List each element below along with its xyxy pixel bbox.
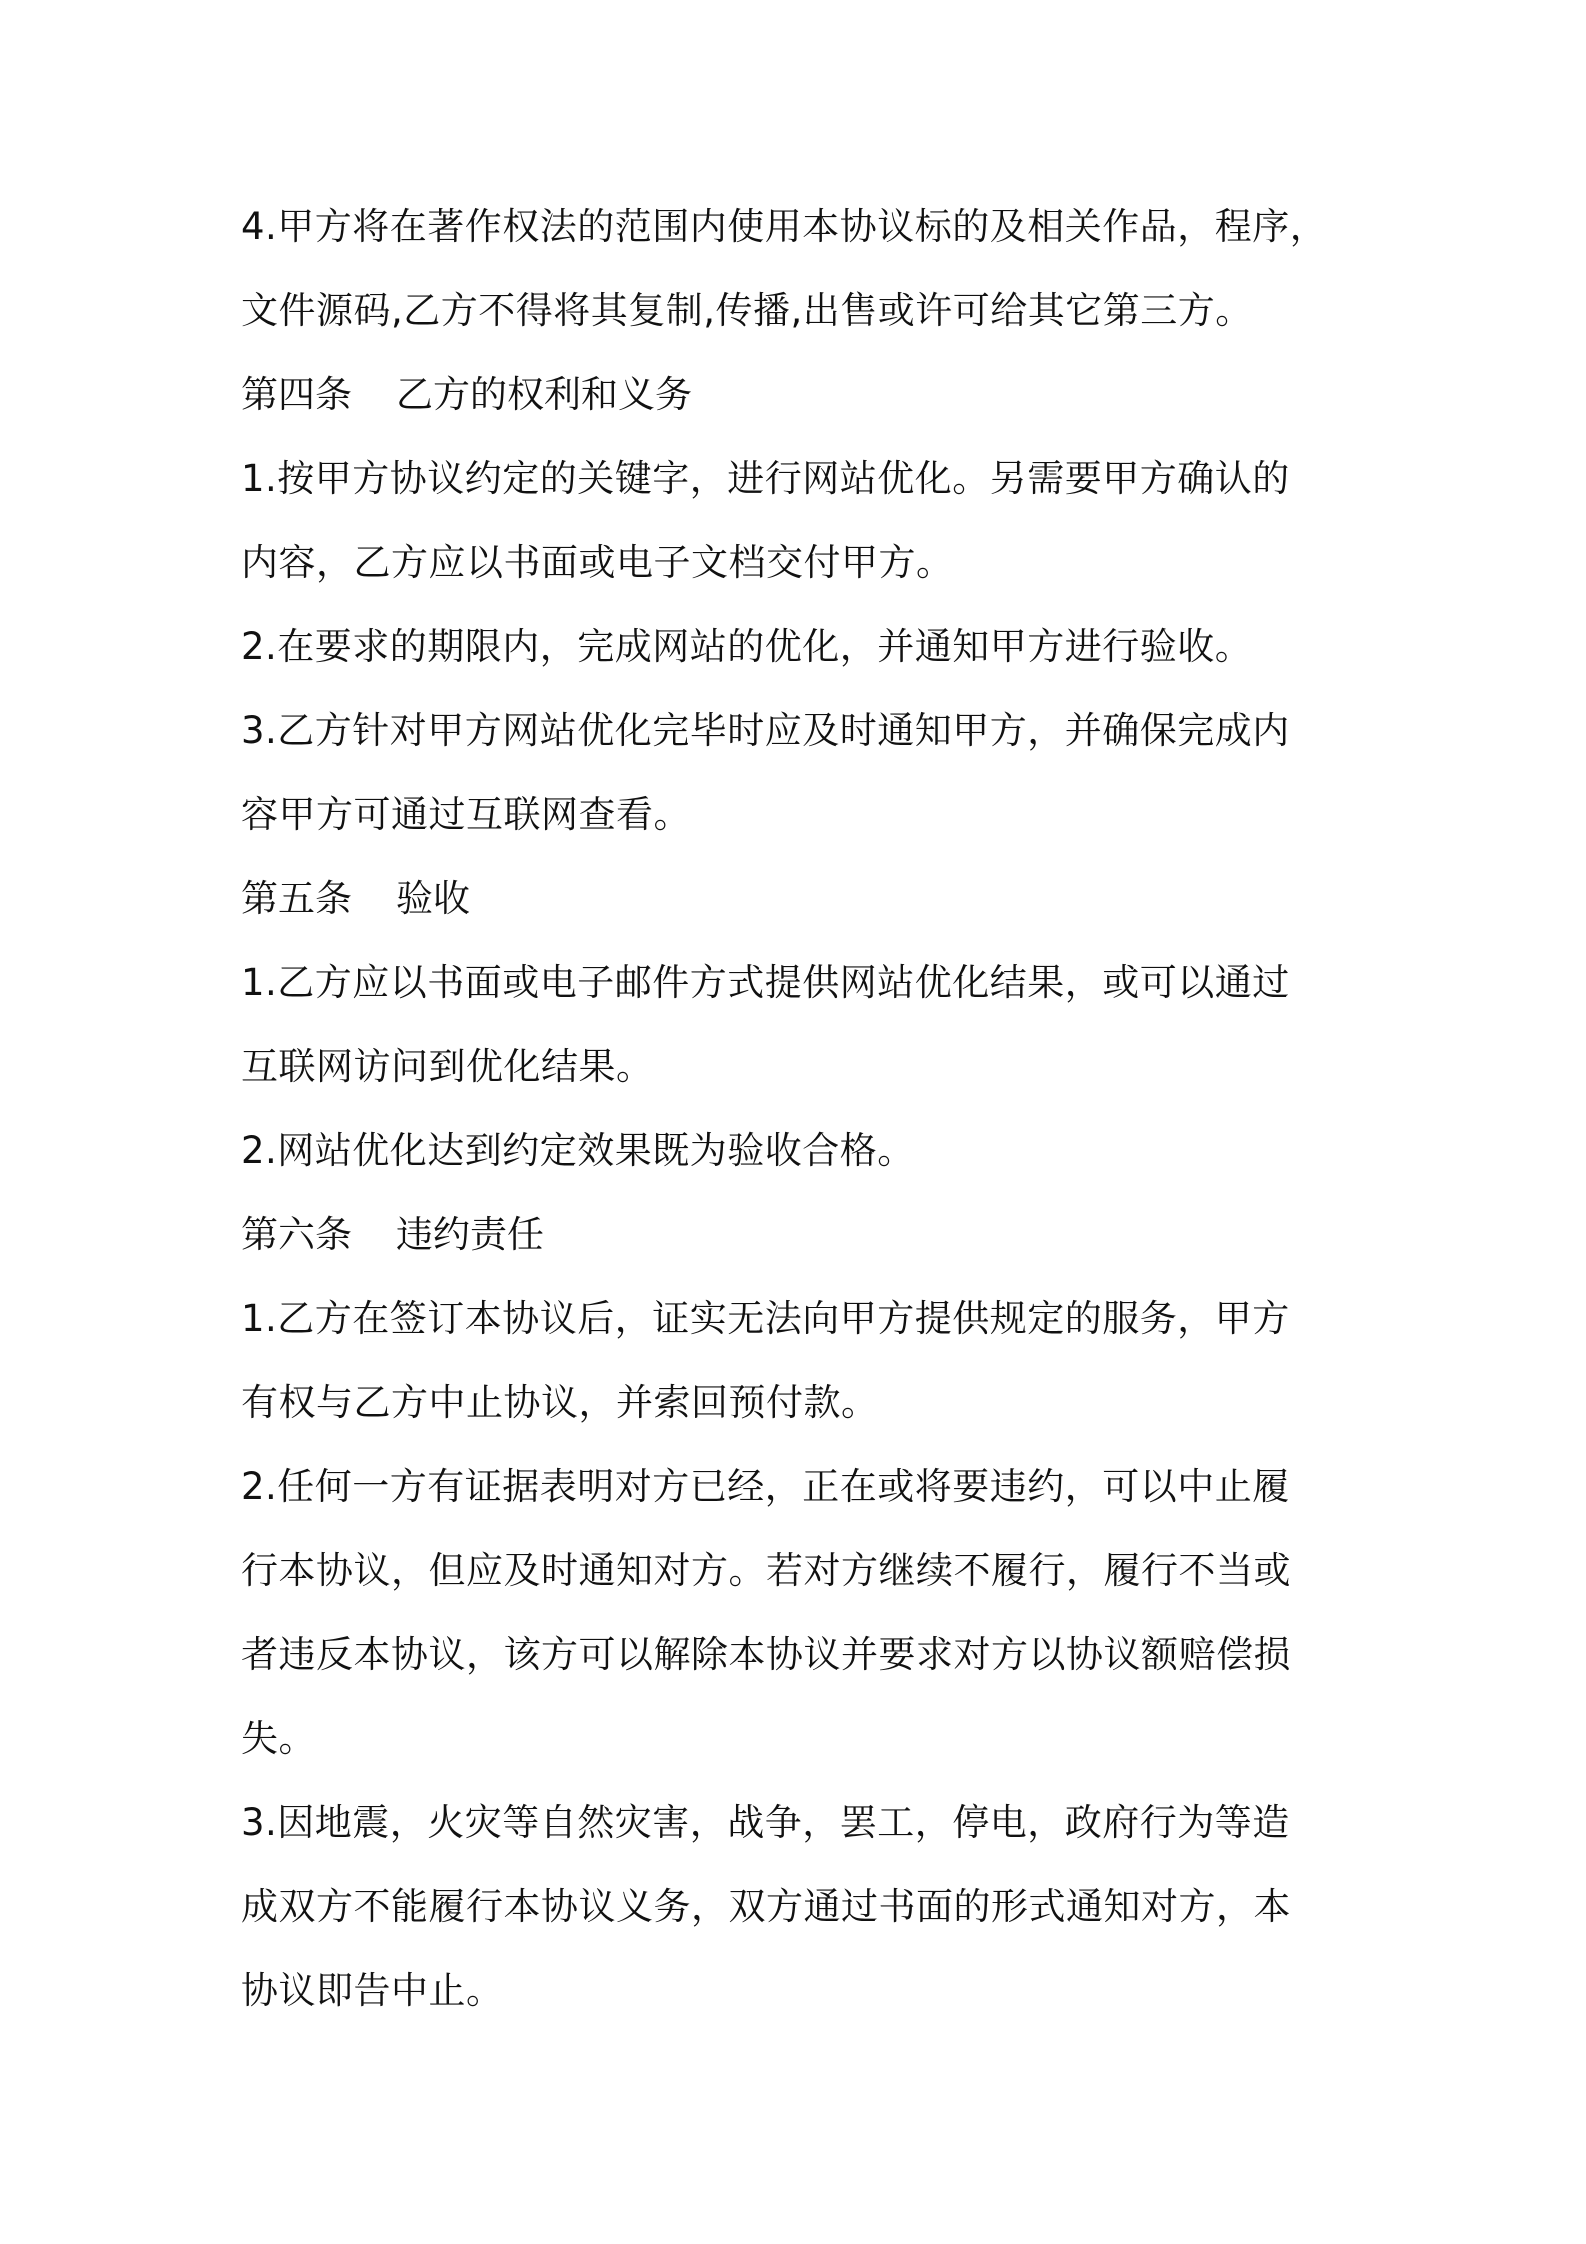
text-line: 2.网站优化达到约定效果既为验收合格。 <box>241 1129 915 1172</box>
article-heading <box>241 857 1371 941</box>
text-line: 协议即告中止。 <box>241 1969 504 2012</box>
text-line: 有权与乙方中止协议，并索回预付款。 <box>241 1381 879 1424</box>
text-line: 3.乙方针对甲方网站优化完毕时应及时通知甲方，并确保完成内 <box>241 709 1290 752</box>
text-line: 成双方不能履行本协议义务，双方通过书面的形式通知对方，本 <box>241 1885 1291 1928</box>
article-number: 第四条 <box>241 373 352 416</box>
text-line: 2.在要求的期限内，完成网站的优化，并通知甲方进行验收。 <box>241 625 1253 668</box>
text-line: 行本协议，但应及时通知对方。若对方继续不履行，履行不当或 <box>241 1549 1291 1592</box>
text-line: 3.因地震，火灾等自然灾害，战争，罢工，停电，政府行为等造 <box>241 1801 1290 1844</box>
article-number: 第五条 <box>241 877 352 920</box>
article-title: 乙方的权利和义务 <box>396 373 692 416</box>
article-number: 第六条 <box>241 1213 352 1256</box>
text-line: 容甲方可通过互联网查看。 <box>241 793 691 836</box>
text-line: 者违反本协议，该方可以解除本协议并要求对方以协议额赔偿损 <box>241 1633 1291 1676</box>
text-line: 1.乙方在签订本协议后，证实无法向甲方提供规定的服务，甲方 <box>241 1297 1290 1340</box>
text-line: 1.按甲方协议约定的关键字，进行网站优化。另需要甲方确认的 <box>241 457 1290 500</box>
article-title: 验收 <box>396 877 470 920</box>
text-line: 1.乙方应以书面或电子邮件方式提供网站优化结果，或可以通过 <box>241 961 1290 1004</box>
text-line: 4.甲方将在著作权法的范围内使用本协议标的及相关作品，程序， <box>241 205 1328 248</box>
text-line: 互联网访问到优化结果。 <box>241 1045 654 1088</box>
text-line: 失。 <box>241 1717 316 1760</box>
text-line: 文件源码,乙方不得将其复制,传播,出售或许可给其它第三方。 <box>241 289 1253 332</box>
document-page <box>241 185 1371 2033</box>
article-heading <box>241 1193 1371 1277</box>
text-line: 内容，乙方应以书面或电子文档交付甲方。 <box>241 541 954 584</box>
text-line: 2.任何一方有证据表明对方已经，正在或将要违约，可以中止履 <box>241 1465 1290 1508</box>
article-title: 违约责任 <box>396 1213 544 1256</box>
article-heading <box>241 353 1371 437</box>
